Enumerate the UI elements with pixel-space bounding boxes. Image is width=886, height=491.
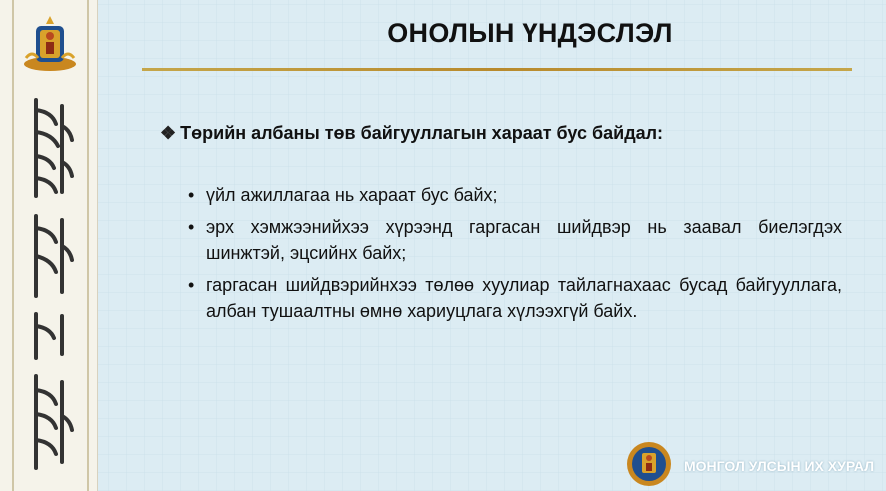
list-item bbox=[188, 182, 842, 208]
bullet-dot-icon: • bbox=[188, 217, 195, 237]
list-item-text: эрх хэмжээнийхээ хүрээнд гаргасан шийдвэр нь заавал биелэгдэх шинжтэй, эцсийнх байх; bbox=[206, 217, 842, 263]
left-sidebar bbox=[0, 0, 97, 491]
sidebar-rail-right bbox=[87, 0, 89, 491]
list-item bbox=[188, 272, 842, 324]
bullet-dot-icon: • bbox=[188, 275, 195, 295]
bullet-dot-icon: • bbox=[188, 185, 195, 205]
footer-organization-name: МОНГОЛ УЛСЫН ИХ ХУРАЛ bbox=[684, 458, 875, 474]
state-emblem-small-icon bbox=[626, 441, 672, 487]
list-item-text: үйл ажиллагаа нь хараат бус байх; bbox=[206, 185, 498, 205]
section-heading-text: Төрийн албаны төв байгууллагын хараат бус байдал: bbox=[180, 123, 664, 143]
mongolian-script-graphic bbox=[22, 96, 78, 476]
title-underline bbox=[142, 68, 852, 71]
diamond-bullet-icon: ❖ bbox=[160, 123, 177, 143]
state-emblem-icon bbox=[22, 14, 78, 74]
list-item-text: гаргасан шийдвэрийнхээ төлөө хуулиар тайлагнахаас бусад байгууллага, албан тушаалтны өмнө хариуцлага хүлээхгүй байх. bbox=[206, 275, 842, 321]
sidebar-rail-left bbox=[12, 0, 14, 491]
page-title: ОНОЛЫН ҮНДЭСЛЭЛ bbox=[387, 18, 673, 48]
bullet-list bbox=[188, 182, 842, 330]
section-heading bbox=[160, 123, 663, 144]
list-item bbox=[188, 214, 842, 266]
